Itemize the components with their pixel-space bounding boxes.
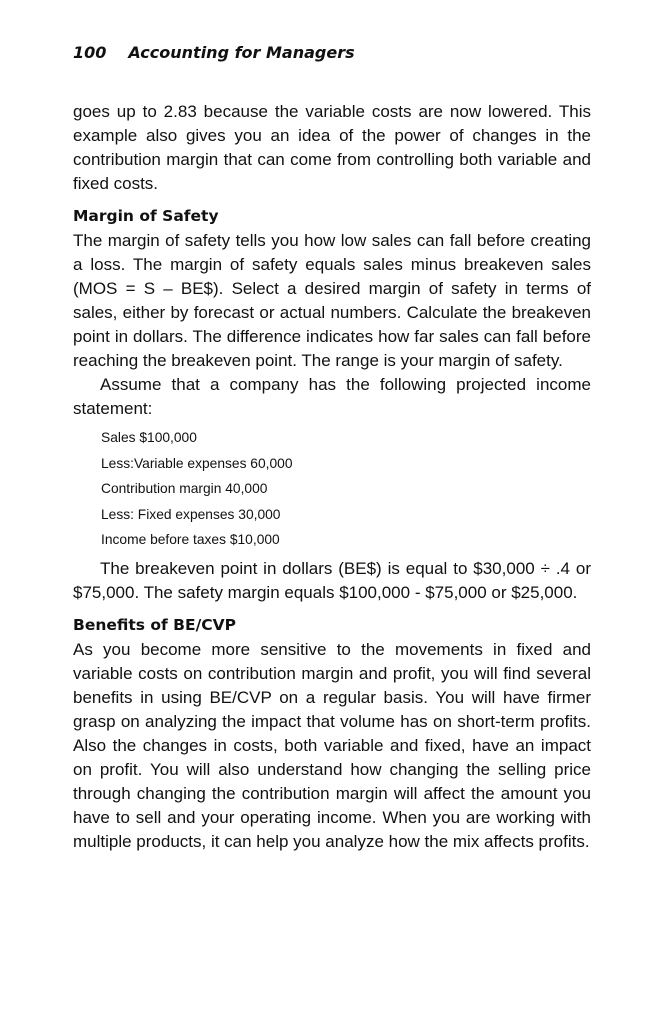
statement-line: Less:Variable expenses 60,000 — [101, 455, 293, 471]
intro-paragraph: goes up to 2.83 because the variable costs are now lowered. This example also gives you an idea of the power of changes in the contribution margin that can come from controlling both variable and fixed costs. — [73, 102, 591, 193]
mos-paragraph-1: The margin of safety tells you how low sales can fall before creating a loss. The margin of safety equals sales minus breakeven sales (MOS = S – BE$). Select a desired margin of safety in terms of sales, either by forecast or actual numbers. Calculate the breakeven point in dollars. The difference indicates how far sales can fall before reaching the breakeven point. The range is your margin of safety. — [73, 231, 591, 370]
income-statement — [101, 425, 591, 553]
statement-line: Sales $100,000 — [101, 430, 197, 445]
section-heading-margin-of-safety: Margin of Safety — [73, 207, 219, 225]
benefits-paragraph: As you become more sensitive to the movements in fixed and variable costs on contribution margin and profit, you will find several benefits in using BE/CVP on a regular basis. You will have firmer grasp on analyzing the impact that volume has on short-term profits. Also the changes in costs, both variable and fixed, have an impact on profit. You will also understand how changing the selling price through changing the contribution margin will affect the amount you have to sell and your operating income. When you are working with multiple products, it can help you analyze how the mix affects profits. — [73, 639, 591, 851]
mos-paragraph-2: Assume that a company has the following projected income statement: — [73, 375, 591, 418]
running-header — [73, 43, 355, 62]
statement-line: Contribution margin 40,000 — [101, 481, 268, 496]
statement-line: Income before taxes $10,000 — [101, 532, 280, 547]
statement-line: Less: Fixed expenses 30,000 — [101, 506, 281, 522]
book-title: Accounting for Managers — [128, 43, 355, 62]
section-heading-benefits: Benefits of BE/CVP — [73, 615, 236, 634]
page-number: 100 — [73, 43, 107, 62]
mos-paragraph-3: The breakeven point in dollars (BE$) is equal to $30,000 ÷ .4 or $75,000. The safety margin equals $100,000 - $75,000 or $25,000. — [73, 558, 591, 602]
body-text — [73, 100, 591, 854]
